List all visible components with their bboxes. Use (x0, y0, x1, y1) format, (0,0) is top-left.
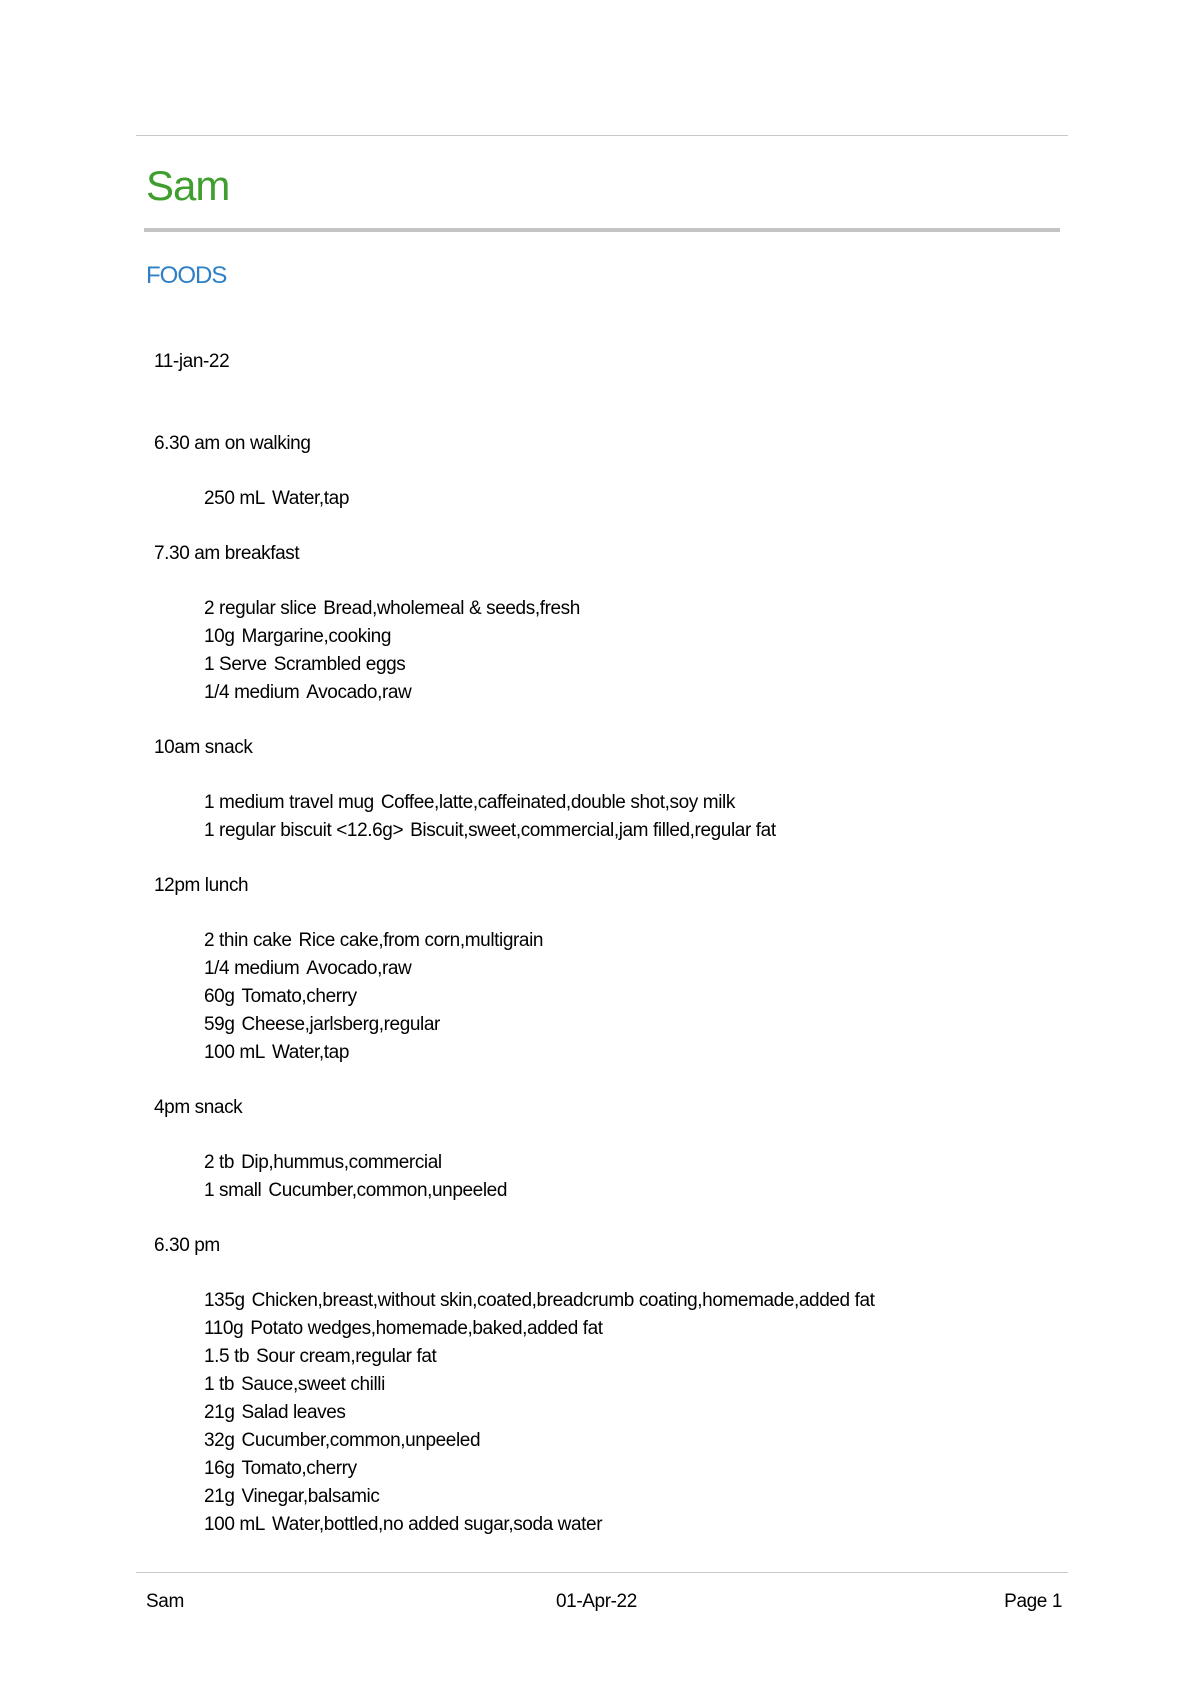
food-name: Sauce,sweet chilli (241, 1374, 385, 1395)
meal-items (204, 595, 1054, 707)
food-name: Cucumber,common,unpeeled (268, 1180, 507, 1201)
food-item (204, 955, 1054, 983)
meal-items (204, 1149, 1054, 1205)
food-item (204, 1315, 1054, 1343)
food-quantity: 1 Serve (204, 654, 267, 675)
meal-heading: 6.30 pm (154, 1235, 220, 1256)
food-name: Rice cake,from corn,multigrain (298, 930, 544, 951)
food-item (204, 485, 1054, 513)
food-quantity: 1 medium travel mug (204, 792, 374, 813)
food-item (204, 927, 1054, 955)
food-name: Cheese,jarlsberg,regular (241, 1014, 440, 1035)
food-name: Bread,wholemeal & seeds,fresh (323, 598, 580, 619)
meal-items (204, 1287, 1054, 1539)
food-item (204, 789, 1054, 817)
food-name: Potato wedges,homemade,baked,added fat (250, 1318, 603, 1339)
header-rule (136, 135, 1068, 136)
food-name: Tomato,cherry (241, 986, 357, 1007)
food-item (204, 1455, 1054, 1483)
document-title: Sam (146, 162, 230, 209)
food-name: Coffee,latte,caffeinated,double shot,soy milk (380, 792, 735, 813)
food-quantity: 10g (204, 626, 235, 647)
meal-heading: 7.30 am breakfast (154, 543, 300, 564)
food-item (204, 679, 1054, 707)
food-quantity: 2 tb (204, 1152, 235, 1173)
food-name: Tomato,cherry (241, 1458, 357, 1479)
food-quantity: 1 regular biscuit <12.6g> (204, 820, 404, 841)
food-name: Avocado,raw (306, 682, 412, 703)
food-item (204, 1287, 1054, 1315)
food-quantity: 1/4 medium (204, 958, 300, 979)
footer-page-number: Page 1 (1004, 1591, 1062, 1612)
meal-items (204, 789, 1054, 845)
food-quantity: 16g (204, 1458, 235, 1479)
food-name: Scrambled eggs (273, 654, 406, 675)
meal-heading: 10am snack (154, 737, 253, 758)
food-item (204, 595, 1054, 623)
food-item (204, 1427, 1054, 1455)
food-name: Salad leaves (241, 1402, 346, 1423)
food-quantity: 2 regular slice (204, 598, 317, 619)
meal-items (204, 927, 1054, 1067)
food-quantity: 1 tb (204, 1374, 235, 1395)
food-name: Dip,hummus,commercial (241, 1152, 442, 1173)
food-quantity: 21g (204, 1486, 235, 1507)
food-item (204, 1371, 1054, 1399)
title-underline (144, 228, 1060, 232)
food-name: Water,tap (271, 488, 349, 509)
food-item (204, 623, 1054, 651)
food-name: Cucumber,common,unpeeled (241, 1430, 481, 1451)
footer-date: 01-Apr-22 (556, 1591, 637, 1612)
food-item (204, 1039, 1054, 1067)
food-quantity: 1 small (204, 1180, 262, 1201)
footer-author: Sam (146, 1591, 184, 1612)
food-item (204, 817, 1054, 845)
meal-heading: 12pm lunch (154, 875, 249, 896)
food-name: Sour cream,regular fat (256, 1346, 437, 1367)
food-quantity: 60g (204, 986, 235, 1007)
food-item (204, 1011, 1054, 1039)
food-name: Avocado,raw (306, 958, 412, 979)
food-name: Chicken,breast,without skin,coated,breadcrumb coating,homemade,added fat (251, 1290, 875, 1311)
meal-heading: 6.30 am on walking (154, 433, 311, 454)
food-quantity: 250 mL (204, 488, 265, 509)
food-item (204, 1511, 1054, 1539)
food-name: Biscuit,sweet,commercial,jam filled,regular fat (410, 820, 776, 841)
meal-items (204, 485, 1054, 513)
food-item (204, 651, 1054, 679)
meal-heading: 4pm snack (154, 1097, 243, 1118)
footer-rule (136, 1572, 1068, 1573)
food-quantity: 1.5 tb (204, 1346, 250, 1367)
food-item (204, 1483, 1054, 1511)
food-item (204, 1399, 1054, 1427)
food-log (154, 348, 1054, 1566)
food-item (204, 1343, 1054, 1371)
food-name: Vinegar,balsamic (241, 1486, 380, 1507)
food-name: Margarine,cooking (241, 626, 392, 647)
food-quantity: 59g (204, 1014, 235, 1035)
food-quantity: 135g (204, 1290, 245, 1311)
log-date: 11-jan-22 (154, 351, 230, 372)
food-quantity: 100 mL (204, 1514, 265, 1535)
food-item (204, 1149, 1054, 1177)
food-quantity: 21g (204, 1402, 235, 1423)
food-name: Water,bottled,no added sugar,soda water (271, 1514, 603, 1535)
food-quantity: 110g (204, 1318, 244, 1339)
food-quantity: 1/4 medium (204, 682, 300, 703)
food-name: Water,tap (271, 1042, 349, 1063)
food-quantity: 2 thin cake (204, 930, 292, 951)
food-item (204, 983, 1054, 1011)
food-quantity: 32g (204, 1430, 235, 1451)
food-item (204, 1177, 1054, 1205)
food-quantity: 100 mL (204, 1042, 265, 1063)
section-heading: FOODS (146, 262, 227, 289)
